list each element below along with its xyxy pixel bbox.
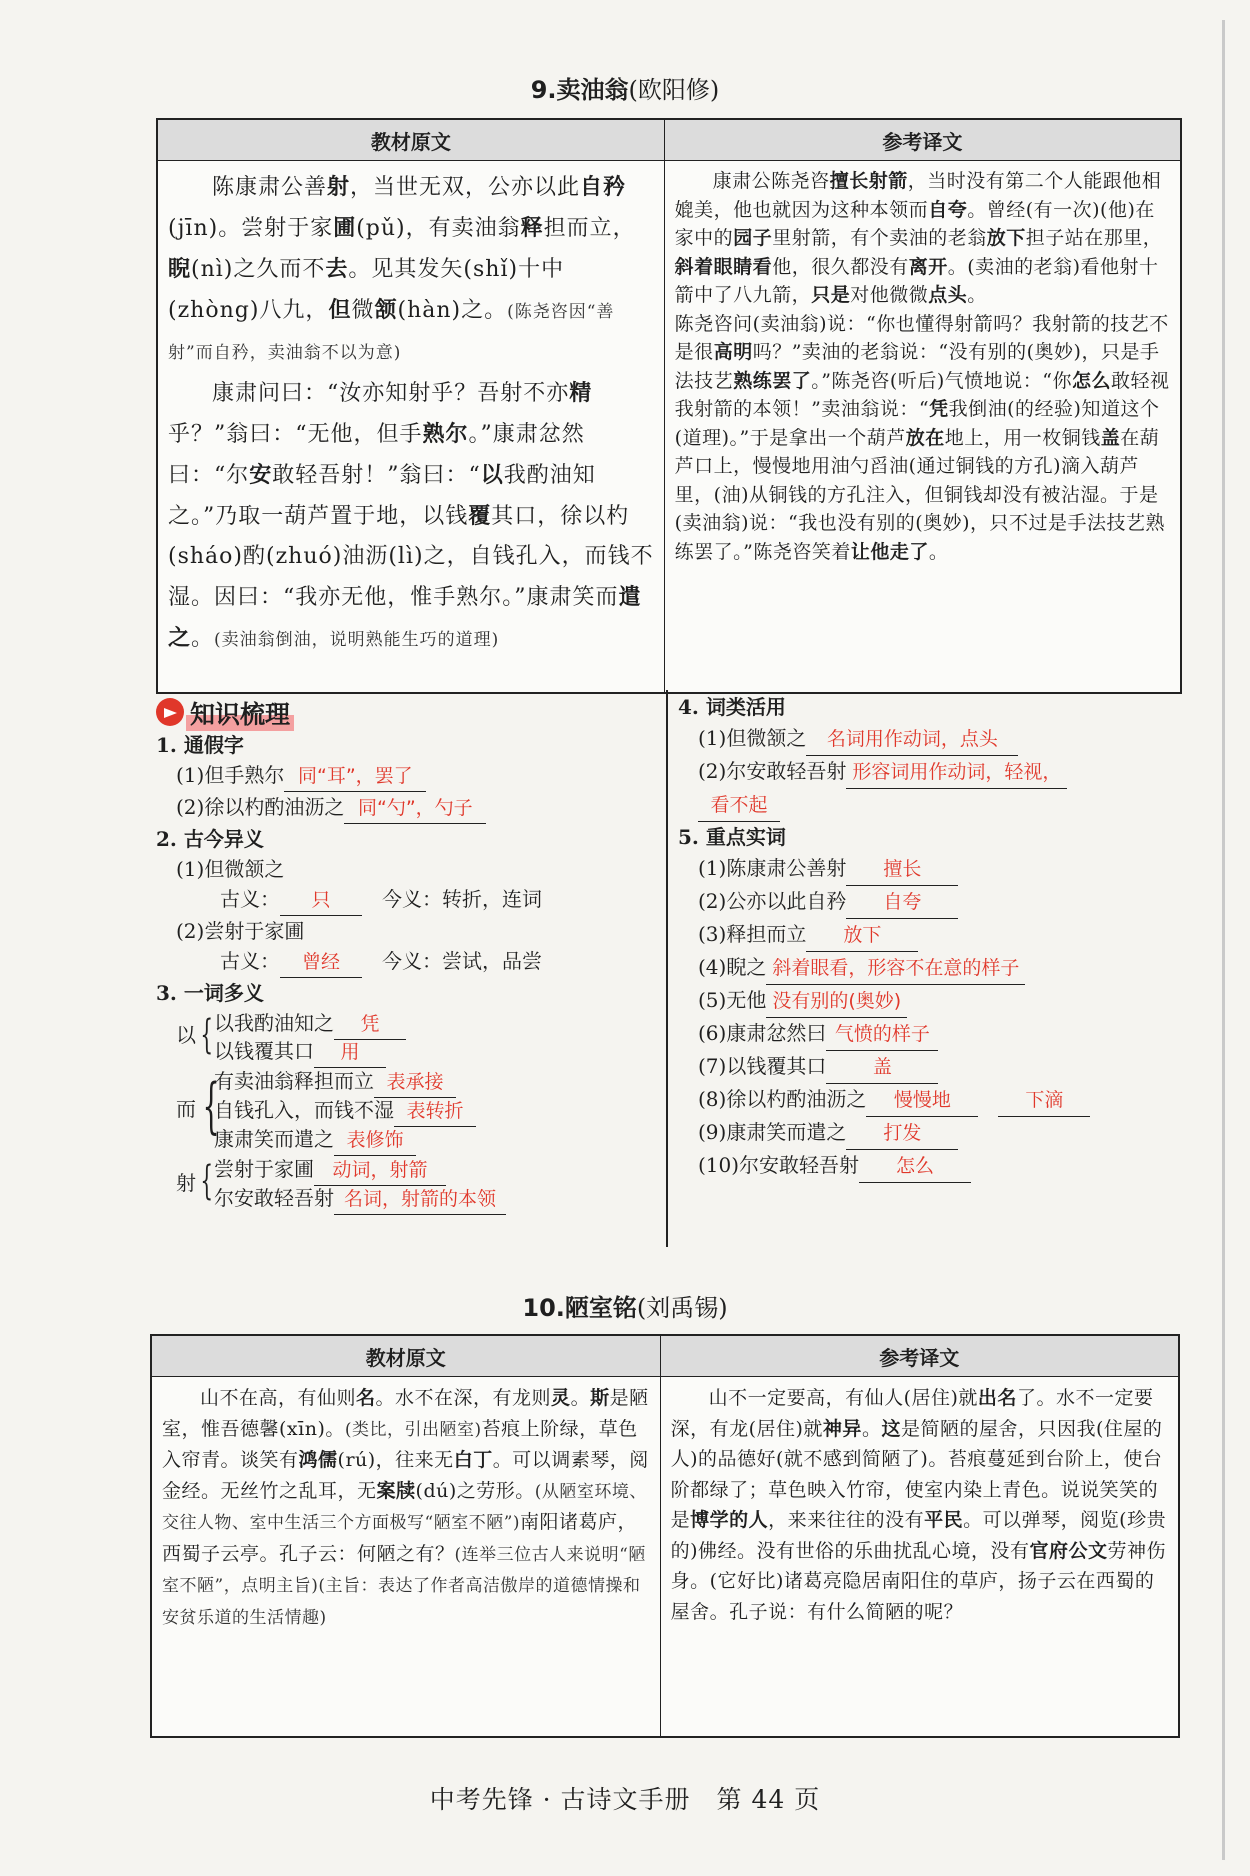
item-5-heading: 5. 重点实词 [678, 825, 786, 849]
text-run: 吗？”卖油的老翁说：“没有别的(奥妙)，只是手法技艺 [674, 341, 1160, 392]
text-run: 。水不在深，有龙则 [375, 1387, 552, 1409]
text-run: 敢轻视我射箭的本领！”卖油翁说：“ [674, 369, 1170, 420]
keyword: 自矜 [580, 174, 627, 200]
section-9-number: 9. [530, 76, 557, 104]
text-run: (dú)之劳形。 [415, 1479, 535, 1502]
col-original-header: 教材原文 [157, 119, 664, 161]
text-run: 陈康肃公善 [212, 175, 328, 200]
annotation: (从陋室环境、交往人物、室中生活三个方面极写“陋室不陋”) [162, 1481, 647, 1533]
item-4-heading: 4. 词类活用 [678, 695, 786, 719]
answer: 同“勺”，勺子 [344, 793, 486, 824]
key-word-item [678, 1084, 1208, 1117]
translation-paragraph [671, 1383, 1168, 1627]
text-run: 我酌油知之。”乃取一葫芦置于地，以钱 [168, 463, 596, 529]
keyword: 遣之 [168, 584, 642, 651]
knowledge-right-column [678, 692, 1208, 1183]
text-run: 乎？”翁曰：“无他，但手 [168, 422, 423, 447]
text-run: 担子站在那里， [1025, 227, 1163, 249]
key-word-item [678, 952, 1208, 985]
original-text-cell [157, 161, 664, 693]
annotation: (类比，引出陋室) [344, 1419, 482, 1440]
item-5-list [678, 853, 1208, 1183]
answer: 斜着眼看，形容不在意的样子 [766, 953, 1025, 985]
key-word-question: (6)康肃忿然曰 [698, 1021, 827, 1045]
key-word-question: (5)无他 [698, 988, 767, 1012]
key-word-item [678, 919, 1208, 952]
answer: 擅长 [846, 854, 958, 886]
text-run: ，当世无双，公亦以此 [350, 175, 581, 200]
text-run: 苔痕上阶绿，草色入帘青。谈笑有 [162, 1417, 638, 1471]
text-run: (jīn)。尝射于家 [168, 216, 334, 241]
keyword: 点头 [928, 284, 968, 306]
keyword: 出名 [977, 1387, 1017, 1409]
answer: 同“耳”，罢了 [284, 761, 426, 792]
section-9-name: 卖油翁 [556, 76, 629, 104]
keyword: 自夸 [928, 198, 968, 221]
keyword: 盖 [1100, 426, 1121, 449]
keyword: 放在 [905, 426, 945, 449]
knowledge-left-column [156, 730, 656, 1214]
text-run: 是简陋的屋舍，只因我(住屋的人)的品德好(就不感到简陋了)。苔痕蔓延到台阶上，使台阶都绿了；草色映入竹帘，使室内染上青色。说说笑笑的是 [670, 1417, 1163, 1531]
key-word-item [678, 1051, 1208, 1084]
keyword: 案牍 [376, 1479, 416, 1502]
text-run: 担而立， [543, 216, 636, 241]
text-run: 。可以调素琴，阅金经。无丝竹之乱耳，无 [162, 1449, 649, 1502]
text-run: (rú)，往来无 [337, 1449, 454, 1471]
text-run: 是陋室，惟吾德馨(xīn)。 [162, 1387, 649, 1440]
text-run: 他，很久都没有 [772, 255, 909, 278]
text-run: (pǔ)，有卖油翁 [356, 216, 521, 241]
key-word-question: (1)陈康肃公善射 [698, 856, 847, 880]
text-run: 里射箭，有个卖油的老翁 [772, 227, 987, 249]
text-run: 微 [351, 298, 375, 323]
keyword: 让他走了 [850, 540, 929, 563]
item-2-a: (1)但微颔之 [176, 857, 285, 881]
section-10-author: (刘禹锡) [636, 1294, 728, 1322]
text-run: 。可以弹琴，阅览(珍贵的)佛经。没有世俗的乐曲扰乱心境，没有 [670, 1509, 1167, 1562]
text-run: 。 [928, 540, 949, 563]
keyword: 斯 [590, 1387, 610, 1409]
keyword: 熟练罢了 [733, 369, 812, 392]
text-run: (nì)之久而不 [191, 257, 326, 282]
answer: 动词，射箭 [314, 1155, 446, 1186]
keyword: 但 [328, 297, 352, 323]
keyword: 斜着眼睛看 [674, 255, 773, 278]
keyword: 园子 [733, 227, 773, 249]
keyword: 只是 [811, 284, 851, 306]
text-run: 地上，用一枚铜钱 [944, 426, 1101, 449]
text-run: 在葫芦口上，慢慢地用油勺舀油(通过铜钱的方孔)滴入葫芦里，(油)从铜钱的方孔注入，但铜钱却没有被沾湿。于是(卖油翁)说：“我也没有别的(奥妙)，只不过是手法技艺熟练罢了。”陈尧咨笑着 [674, 426, 1166, 563]
original-note-2: (卖油翁倒油，说明熟能生巧的道理) [214, 630, 500, 650]
key-word-item [678, 1018, 1208, 1051]
section-10-name: 陋室铭 [564, 1294, 637, 1322]
col-original-header: 教材原文 [151, 1335, 660, 1377]
item-2-a-meaning: 古义： 只 今义：转折，连词 [156, 884, 656, 916]
text-run: (hàn)之。 [397, 298, 508, 323]
item-2-b-meaning: 古义： 曾经 今义：尝试，品尝 [156, 946, 656, 978]
original-paragraph [162, 1383, 650, 1633]
item-1-a: (1)但手熟尔 同“耳”，罢了 [156, 760, 656, 792]
section-10-title [0, 1288, 1250, 1323]
key-word-item [678, 886, 1208, 919]
key-word-question: (7)以钱覆其口 [698, 1054, 827, 1078]
section-10-number: 10. [522, 1294, 565, 1322]
answer: 名词用作动词，点头 [806, 724, 1018, 756]
keyword: 颔 [374, 297, 398, 323]
keyword: 射 [327, 174, 351, 200]
text-run: ，当时没有第二个人能跟他相媲美，他也就因为这种本领而 [674, 170, 1162, 221]
section-9-table [156, 118, 1182, 694]
key-word-question: (9)康肃笑而遣之 [698, 1120, 847, 1144]
answer: 下滴 [998, 1085, 1090, 1117]
answer: 凭 [334, 1009, 406, 1040]
keyword: 这 [881, 1417, 901, 1440]
answer: 没有别的(奥妙) [766, 986, 907, 1018]
section-9-title [0, 70, 1250, 105]
annotation: (连举三位古人来说明“陋室不陋”，点明主旨)(主旨：表达了作者高洁傲岸的道德情操和安贫乐道的生活情趣) [162, 1544, 646, 1628]
text-run: 山不在高，有仙则 [200, 1387, 357, 1409]
page-footer: 中考先锋 · 古诗文手册 第 44 页 [429, 1785, 821, 1814]
answer: 只 [280, 885, 362, 916]
answer: 表修饰 [334, 1125, 416, 1156]
text-run: 。”陈尧咨(听后)气愤地说：“你 [811, 369, 1072, 392]
section-9-author: (欧阳修) [628, 76, 720, 104]
keyword: 怎么 [1071, 369, 1111, 392]
text-run: 其口，徐以杓(sháo)酌(zhuó)油沥(lì)之，自钱孔入，而钱不湿。因曰：“我亦无他，惟手熟尔。”康肃笑而 [168, 504, 654, 610]
text-run: 。曾经(有一次)(他)在家中的 [674, 198, 1155, 249]
key-word-question: (3)释担而立 [698, 922, 807, 946]
keyword: 平民 [924, 1509, 964, 1531]
item-1-heading: 1. 通假字 [156, 733, 244, 757]
key-word-item [678, 853, 1208, 886]
col-translation-header: 参考译文 [664, 119, 1181, 161]
answer: 怎么 [859, 1151, 971, 1183]
item-3-heading: 3. 一词多义 [156, 981, 264, 1005]
answer: 放下 [806, 920, 918, 952]
keyword: 鸿儒 [298, 1449, 338, 1471]
arrow-icon [156, 698, 184, 726]
keyword: 凭 [929, 398, 949, 420]
section-10-table [150, 1334, 1180, 1738]
keyword: 去 [325, 256, 349, 282]
text-run: 南阳诸葛庐，西蜀子云亭。孔子云：何陋之有？ [162, 1511, 638, 1565]
keyword: 离开 [908, 255, 948, 278]
text-run: 康肃公陈尧咨 [712, 170, 830, 192]
keyword: 名 [356, 1387, 376, 1409]
translation-text-cell [664, 161, 1181, 693]
answer: 形容词用作动词，轻视， [846, 757, 1067, 789]
item-4-b: (2)尔安敢轻吾射 形容词用作动词，轻视， [678, 756, 1208, 789]
text-run: 陈尧咨问(卖油翁)说：“你也懂得射箭吗？我射箭的技艺不是很 [674, 312, 1169, 363]
text-run: ，来来往往的没有 [768, 1509, 925, 1531]
item-4-a: (1)但微颔之 名词用作动词，点头 [678, 723, 1208, 756]
key-word-question: (10)尔安敢轻吾射 [698, 1153, 860, 1177]
keyword: 精 [569, 380, 593, 406]
key-word-item [678, 1150, 1208, 1183]
text-run: 。 [191, 626, 215, 651]
text-run: 。(卖油的老翁)看他射十箭中了八九箭， [674, 255, 1159, 306]
item-1-b: (2)徐以杓酌油沥之 同“勺”，勺子 [156, 792, 656, 824]
answer: 曾经 [280, 947, 362, 978]
translation-paragraph-2 [675, 310, 1170, 567]
text-run: 。见其发矢(shǐ)十中(zhòng)八九， [168, 257, 565, 323]
key-word-item [678, 1117, 1208, 1150]
keyword: 安 [249, 462, 273, 488]
original-paragraph-2 [168, 373, 654, 660]
polysemy-yi: 以 { 以我酌油知之 凭 以钱覆其口 用 [156, 1008, 656, 1066]
text-run: 。 [861, 1417, 882, 1440]
keyword: 覆 [468, 503, 492, 529]
answer: 表承接 [374, 1067, 456, 1098]
answer: 慢慢地 [866, 1085, 978, 1117]
text-run: 了。水不一定要深，有龙(居住)就 [670, 1387, 1154, 1440]
text-run: 敢轻吾射！”翁曰：“ [272, 463, 481, 488]
translation-text-cell [660, 1377, 1179, 1737]
text-run: 。 [570, 1387, 591, 1409]
knowledge-heading-label: 知识梳理 [186, 695, 294, 731]
answer: 盖 [826, 1052, 938, 1084]
keyword: 博学的人 [690, 1509, 769, 1531]
text-run: 康肃问曰：“汝亦知射乎？吾射不亦 [212, 381, 570, 406]
translation-paragraph-1 [675, 167, 1170, 310]
key-word-question: (2)公亦以此自矜 [698, 889, 847, 913]
answer: 打发 [846, 1118, 958, 1150]
keyword: 神异 [822, 1417, 862, 1440]
item-2-b: (2)尝射于家圃 [176, 919, 305, 943]
keyword: 放下 [986, 227, 1026, 249]
knowledge-heading [156, 695, 316, 729]
column-divider [666, 690, 668, 1247]
keyword: 以 [480, 462, 504, 488]
item-2-heading: 2. 古今异义 [156, 827, 264, 851]
polysemy-she: 射 { 尝射于家圃 动词，射箭 尔安敢轻吾射 名词，射箭的本领 [156, 1154, 656, 1214]
keyword: 官府公文 [1029, 1539, 1108, 1562]
text-run: 山不一定要高，有仙人(居住)就 [708, 1387, 978, 1409]
keyword: 高明 [713, 341, 753, 363]
key-word-question: (8)徐以杓酌油沥之 [698, 1087, 867, 1111]
original-text-cell [151, 1377, 660, 1737]
keyword: 灵 [551, 1387, 571, 1409]
text-run: 。”康肃忿然曰：“尔 [168, 422, 585, 488]
key-word-question: (4)睨之 [698, 955, 767, 979]
polysemy-er: 而 { 有卖油翁释担而立 表承接 自钱孔入，而钱不湿 表转折 康肃笑而遣之 表修饰 [156, 1066, 656, 1154]
text-run: 我倒油(的经验)知道这个(道理)。”于是拿出一个葫芦 [674, 398, 1160, 449]
keyword: 擅长射箭 [829, 170, 908, 192]
text-run: 对他微微 [850, 284, 929, 306]
keyword: 熟尔 [422, 421, 469, 447]
original-note-1: (陈尧咨因“善射”而自矜，卖油翁不以为意) [168, 302, 615, 363]
text-run: 。 [967, 284, 987, 306]
keyword: 白丁 [453, 1449, 493, 1471]
key-word-item [678, 985, 1208, 1018]
keyword: 圃 [333, 215, 357, 241]
keyword: 释 [520, 215, 544, 241]
answer: 表转折 [394, 1096, 476, 1127]
original-paragraph-1 [168, 167, 654, 373]
answer: 自夸 [846, 887, 958, 919]
page-edge [1222, 20, 1225, 1860]
answer: 气愤的样子 [826, 1019, 938, 1051]
item-4-b-cont [678, 789, 1208, 822]
keyword: 睨 [168, 256, 192, 282]
text-run: 劳神伤身。(它好比)诸葛亮隐居南阳住的草庐，扬子云在西蜀的屋舍。孔子说：有什么简陋的呢？ [670, 1539, 1167, 1623]
answer: 看不起 [698, 790, 780, 822]
answer: 名词，射箭的本领 [334, 1184, 506, 1215]
col-translation-header: 参考译文 [660, 1335, 1179, 1377]
answer: 用 [314, 1037, 386, 1068]
